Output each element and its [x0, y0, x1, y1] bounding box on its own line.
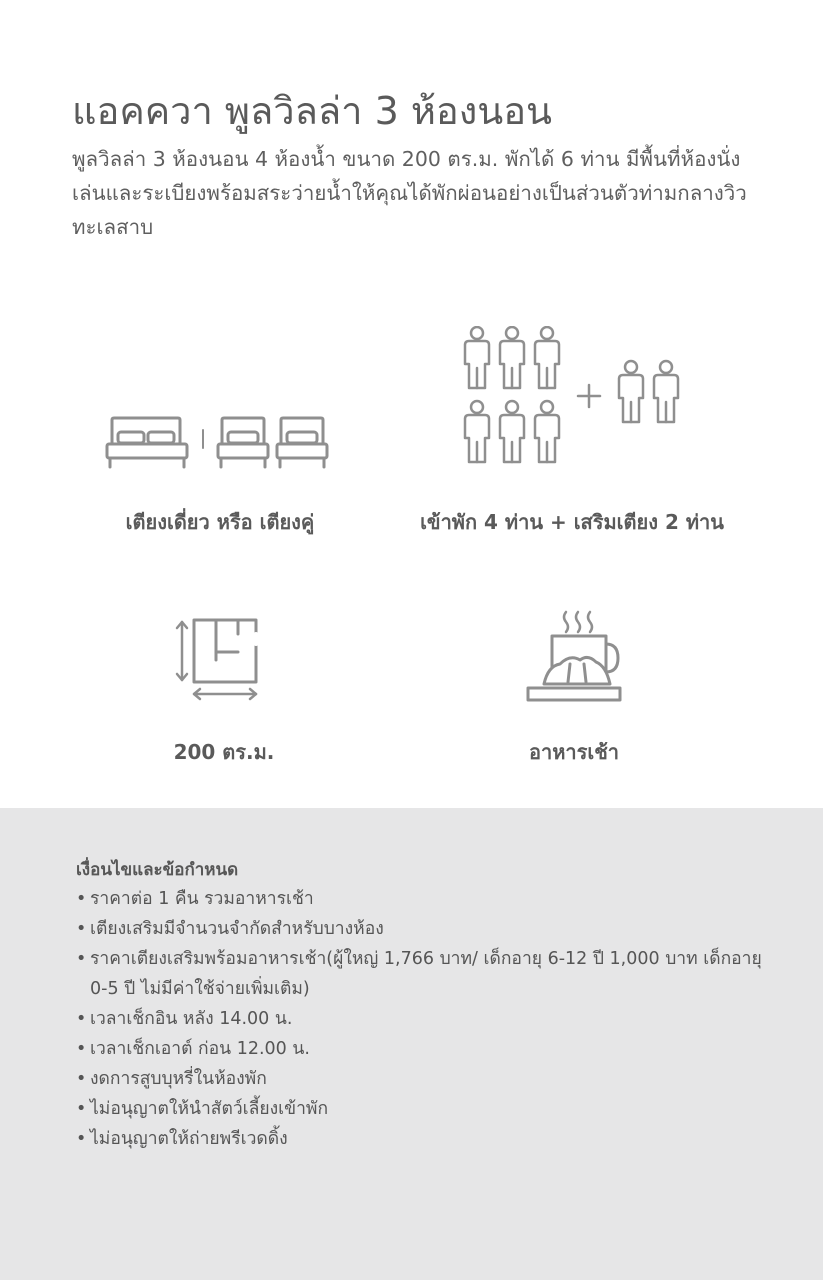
list-item: • เวลาเช็กเอาต์ ก่อน 12.00 น. — [76, 1034, 776, 1064]
bed-label: เตียงเดี่ยว หรือ เตียงคู่ — [125, 510, 315, 534]
room-description: พูลวิลล่า 3 ห้องนอน 4 ห้องน้ำ ขนาด 200 ตร.ม. พักได้ 6 ท่าน มีพื้นที่ห้องนั่งเล่นและระเบียงพร้อมสระว่ายน้ำให้คุณได้พักผ่อนอย่างเป็นส่วนตัวท่ามกลางวิวทะเลสาบ — [72, 147, 747, 239]
size-label: 200 ตร.ม. — [173, 740, 275, 764]
breakfast-label: อาหารเช้า — [528, 740, 620, 764]
breakfast-icon — [524, 608, 624, 708]
list-item: • ไม่อนุญาตให้ถ่ายพรีเวดดิ้ง — [76, 1124, 776, 1154]
bed-icon — [104, 414, 332, 474]
list-item: • เตียงเสริมมีจำนวนจำกัดสำหรับบางห้อง — [76, 914, 776, 944]
floor-plan-icon — [172, 614, 264, 704]
list-item: • ราคาต่อ 1 คืน รวมอาหารเช้า — [76, 884, 776, 914]
list-item: • งดการสูบบุหรี่ในห้องพัก — [76, 1064, 776, 1094]
people-icon — [460, 326, 690, 466]
conditions-title: เงื่อนไขและข้อกำหนด — [76, 860, 239, 880]
list-item: • เวลาเช็กอิน หลัง 14.00 น. — [76, 1004, 776, 1034]
list-item: • ราคาเตียงเสริมพร้อมอาหารเช้า(ผู้ใหญ่ 1,766 บาท/ เด็กอายุ 6-12 ปี 1,000 บาท เด็กอายุ 0-5 ปี ไม่มีค่าใช้จ่ายเพิ่มเติม) — [76, 944, 776, 1004]
conditions-list — [76, 884, 776, 1154]
list-item: • ไม่อนุญาตให้นำสัตว์เลี้ยงเข้าพัก — [76, 1094, 776, 1124]
guests-label: เข้าพัก 4 ท่าน + เสริมเตียง 2 ท่าน — [420, 510, 724, 534]
room-title: แอคควา พูลวิลล่า 3 ห้องนอน — [72, 89, 553, 133]
